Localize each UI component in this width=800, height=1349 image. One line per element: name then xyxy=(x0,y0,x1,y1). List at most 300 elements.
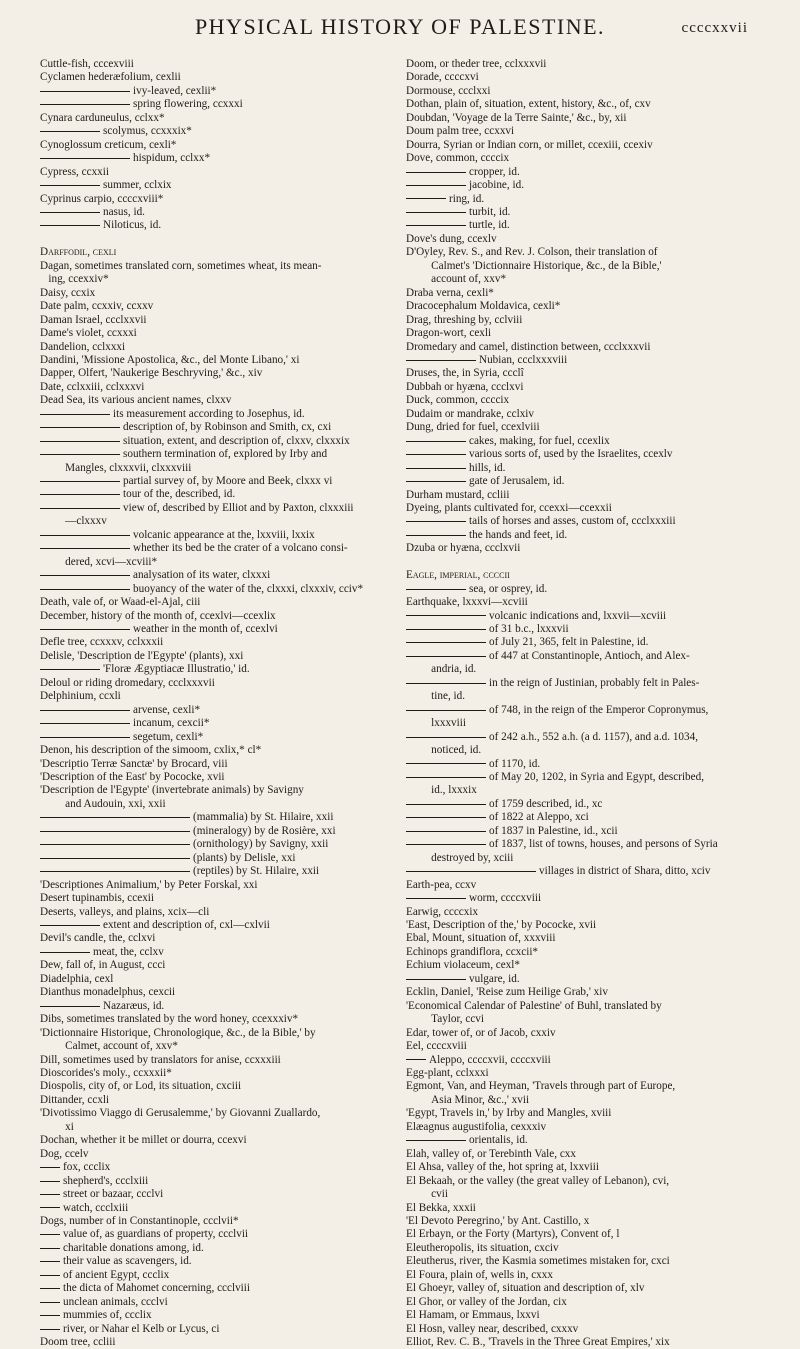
index-entry xyxy=(40,1242,390,1255)
index-entry xyxy=(406,1202,778,1215)
index-entry xyxy=(40,58,390,71)
index-entry-text: Cyprinus carpio, ccccxviii* xyxy=(40,192,164,205)
index-entry-text: summer, cclxix xyxy=(103,179,172,192)
index-entry xyxy=(406,583,778,596)
index-entry-text: buoyancy of the water of the, clxxxi, clxxxiv, cciv* xyxy=(133,582,364,595)
index-entry-text: Earwig, ccccxix xyxy=(406,905,479,918)
index-entry-text: charitable donations among, id. xyxy=(63,1241,204,1254)
index-entry-text: southern termination of, explored by Irby and xyxy=(123,448,328,461)
index-entry xyxy=(40,542,390,555)
index-entry-text: of 1837, list of towns, houses, and persons of Syria xyxy=(489,838,718,851)
index-entry-text: Deloul or riding dromedary, ccclxxxvii xyxy=(40,676,215,689)
repeat-dash xyxy=(40,441,120,442)
index-column-right xyxy=(406,58,778,1349)
index-entry xyxy=(40,583,390,596)
index-entry xyxy=(40,663,390,676)
index-entry xyxy=(40,623,390,636)
index-entry-text: Dragon-wort, cexli xyxy=(406,327,492,340)
repeat-dash xyxy=(40,1302,60,1303)
repeat-dash xyxy=(40,1167,60,1168)
index-entry-text: El Ghor, or valley of the Jordan, cix xyxy=(406,1295,567,1308)
index-entry xyxy=(40,206,390,219)
index-entry-text: worm, ccccxviii xyxy=(469,892,542,905)
repeat-dash xyxy=(406,656,486,657)
index-entry xyxy=(406,112,778,125)
index-entry xyxy=(406,529,778,542)
index-entry xyxy=(406,663,778,676)
index-entry-text: Dorade, ccccxvi xyxy=(406,71,479,84)
index-entry xyxy=(406,206,778,219)
index-entry-text: Dracocephalum Moldavica, cexli* xyxy=(406,300,561,313)
index-entry-text: Echinops grandiflora, ccxcii* xyxy=(406,945,539,958)
index-entry-text: Dandini, 'Missione Apostolica, &c., del Monte Libano,' xi xyxy=(40,353,300,366)
index-entry xyxy=(406,986,778,999)
index-entry xyxy=(40,193,390,206)
index-entry-text: cakes, making, for fuel, ccexlix xyxy=(469,434,610,447)
index-entry-text: and Audouin, xxi, xxii xyxy=(40,797,166,810)
index-entry xyxy=(406,973,778,986)
index-entry-text: Ecklin, Daniel, 'Reise zum Heilige Grab,' xiv xyxy=(406,986,608,999)
repeat-dash xyxy=(406,212,466,213)
index-entry xyxy=(406,435,778,448)
index-entry-text: destroyed by, xciii xyxy=(406,851,514,864)
index-entry-text: vulgare, id. xyxy=(469,972,520,985)
index-entry-text: Cuttle-fish, cccexviii xyxy=(40,58,134,70)
index-entry-text: id., lxxxix xyxy=(406,784,477,797)
index-entry-text: Aleppo, ccccxvii, ccccxviii xyxy=(429,1053,551,1066)
index-entry xyxy=(406,71,778,84)
index-entry-text: El Hamam, or Emmaus, lxxvi xyxy=(406,1309,540,1322)
index-entry xyxy=(40,556,390,569)
index-entry-text: of 31 b.c., lxxxvii xyxy=(489,623,569,636)
index-entry-text: El Ahsa, valley of the, hot spring at, lxxviii xyxy=(406,1161,599,1174)
index-entry-text: Dzuba or hyæna, ccclxvii xyxy=(406,542,521,555)
index-entry xyxy=(406,475,778,488)
index-entry-text: ivy-leaved, cexlii* xyxy=(133,84,217,97)
repeat-dash xyxy=(406,871,536,872)
repeat-dash xyxy=(40,494,120,495)
index-entry-text: Edar, tower of, or of Jacob, cxxiv xyxy=(406,1026,556,1039)
index-spacer xyxy=(40,233,390,246)
repeat-dash xyxy=(40,817,190,818)
index-entry xyxy=(406,1309,778,1322)
index-entry xyxy=(406,610,778,623)
index-entry-text: Defle tree, ccxxxv, cclxxxii xyxy=(40,636,164,649)
repeat-dash xyxy=(40,1207,60,1208)
index-entry-text: of July 21, 365, felt in Palestine, id. xyxy=(489,636,649,649)
index-entry-text: shepherd's, ccclxiii xyxy=(63,1174,149,1187)
index-entry xyxy=(40,1013,390,1026)
index-entry-text: the hands and feet, id. xyxy=(469,528,568,541)
index-entry-text: Dew, fall of, in August, ccci xyxy=(40,959,166,972)
index-entry xyxy=(406,98,778,111)
index-column-left xyxy=(40,58,390,1349)
repeat-dash xyxy=(406,737,486,738)
index-entry xyxy=(40,435,390,448)
page-header xyxy=(0,4,800,48)
index-entry-text: turbit, id. xyxy=(469,205,511,218)
index-entry-text: El Hosn, valley near, described, cxxxv xyxy=(406,1322,579,1335)
index-entry-text: Darffodil, cexli xyxy=(40,246,117,259)
repeat-dash xyxy=(40,1288,60,1289)
index-entry xyxy=(40,677,390,690)
index-entry xyxy=(40,475,390,488)
index-entry xyxy=(40,825,390,838)
repeat-dash xyxy=(40,1315,60,1316)
repeat-dash xyxy=(40,1181,60,1182)
index-entry xyxy=(406,1080,778,1093)
index-entry xyxy=(40,152,390,165)
index-entry-text: Dittander, ccxli xyxy=(40,1093,110,1106)
index-entry xyxy=(406,1323,778,1336)
index-entry-text: whether its bed be the crater of a volcano consi- xyxy=(133,542,348,555)
index-entry xyxy=(406,125,778,138)
index-entry-text: incanum, cexcii* xyxy=(133,717,210,730)
index-entry xyxy=(406,179,778,192)
index-entry-text: arvense, cexli* xyxy=(133,703,201,716)
index-entry xyxy=(40,986,390,999)
index-entry-text: scolymus, ccxxxix* xyxy=(103,125,192,138)
index-entry-text: of ancient Egypt, ccclix xyxy=(63,1268,170,1281)
repeat-dash xyxy=(40,925,100,926)
index-entry xyxy=(406,246,778,259)
index-entry xyxy=(40,1080,390,1093)
index-entry-text: Dothan, plain of, situation, extent, history, &c., of, cxv xyxy=(406,98,651,111)
index-entry-text: Niloticus, id. xyxy=(103,219,162,232)
index-entry-text: view of, described by Elliot and by Paxton, clxxxiii xyxy=(123,501,354,514)
index-entry-text: spring flowering, ccxxxi xyxy=(133,98,243,111)
index-entry xyxy=(406,314,778,327)
repeat-dash xyxy=(406,615,486,616)
index-entry xyxy=(406,677,778,690)
index-entry xyxy=(406,1228,778,1241)
index-entry xyxy=(40,1296,390,1309)
index-entry xyxy=(406,273,778,286)
index-entry-text: Echium violaceum, cexl* xyxy=(406,959,521,972)
index-entry xyxy=(406,771,778,784)
index-entry xyxy=(406,1054,778,1067)
index-entry xyxy=(406,798,778,811)
repeat-dash xyxy=(406,1140,466,1141)
repeat-dash xyxy=(40,844,190,845)
index-entry xyxy=(40,1054,390,1067)
index-entry-text: —clxxxv xyxy=(40,515,107,528)
index-entry-text: watch, ccclxiii xyxy=(63,1201,129,1214)
index-entry xyxy=(406,811,778,824)
index-entry xyxy=(40,731,390,744)
index-entry-text: Delisle, 'Description de l'Egypte' (plants), xxi xyxy=(40,649,244,662)
index-entry xyxy=(406,865,778,878)
index-entry-text: volcanic appearance at the, lxxviii, lxxix xyxy=(133,528,315,541)
index-entry-text: El Bekka, xxxii xyxy=(406,1201,476,1214)
index-entry xyxy=(40,1040,390,1053)
index-entry-text: (plants) by Delisle, xxi xyxy=(193,851,296,864)
index-entry-text: 'El Devoto Peregrino,' by Ant. Castillo, x xyxy=(406,1214,590,1227)
index-entry xyxy=(406,717,778,730)
index-entry-text: unclean animals, ccclvi xyxy=(63,1295,168,1308)
index-entry-text: Asia Minor, &c.,' xvii xyxy=(406,1093,530,1106)
index-entry xyxy=(40,394,390,407)
index-entry xyxy=(40,1107,390,1120)
repeat-dash xyxy=(406,683,486,684)
index-entry xyxy=(406,193,778,206)
repeat-dash xyxy=(40,1275,60,1276)
index-entry xyxy=(406,1148,778,1161)
index-entry-text: hills, id. xyxy=(469,461,506,474)
index-entry-text: December, history of the month of, ccexlvi—ccexlix xyxy=(40,609,276,622)
index-entry-text: Doum palm tree, ccxxvi xyxy=(406,125,515,138)
index-entry-text: Dove's dung, ccexlv xyxy=(406,232,497,245)
repeat-dash xyxy=(406,642,486,643)
index-entry xyxy=(406,758,778,771)
index-entry xyxy=(40,1094,390,1107)
index-entry-text: Date, cclxxiii, cclxxxvi xyxy=(40,380,145,393)
index-entry-text: Dianthus monadelphus, cexcii xyxy=(40,986,176,999)
index-entry xyxy=(406,166,778,179)
repeat-dash xyxy=(40,481,120,482)
index-entry xyxy=(406,932,778,945)
repeat-dash xyxy=(40,575,130,576)
repeat-dash xyxy=(406,225,466,226)
index-entry xyxy=(406,919,778,932)
index-entry-text: nasus, id. xyxy=(103,205,145,218)
index-entry xyxy=(406,1000,778,1013)
index-entry xyxy=(40,1309,390,1322)
repeat-dash xyxy=(40,831,190,832)
index-entry xyxy=(40,515,390,528)
repeat-dash xyxy=(406,817,486,818)
index-entry-text: Duck, common, ccccix xyxy=(406,394,510,407)
index-entry xyxy=(406,596,778,609)
index-entry-text: Drag, threshing by, cclviii xyxy=(406,313,523,326)
repeat-dash xyxy=(40,871,190,872)
index-entry xyxy=(406,327,778,340)
index-entry-text: of May 20, 1202, in Syria and Egypt, described, xyxy=(489,771,705,783)
index-entry xyxy=(40,973,390,986)
index-entry-text: of 242 a.h., 552 a.h. (a d. 1157), and a.d. 1034, xyxy=(489,730,698,743)
index-entry xyxy=(40,1067,390,1080)
index-entry-text: of 748, in the reign of the Emperor Copronymus, xyxy=(489,703,709,716)
index-entry xyxy=(406,1175,778,1188)
index-entry-text: Dochan, whether it be millet or dourra, ccexvi xyxy=(40,1134,247,1147)
index-entry-text: Date palm, ccxxiv, ccxxv xyxy=(40,300,154,313)
index-entry-text: Cynara carduneulus, cclxx* xyxy=(40,111,165,124)
repeat-dash xyxy=(40,1234,60,1235)
index-entry xyxy=(406,690,778,703)
index-entry xyxy=(40,179,390,192)
index-entry-text: xi xyxy=(40,1120,74,1133)
index-entry-text: Daisy, ccxix xyxy=(40,286,96,299)
index-entry xyxy=(40,784,390,797)
index-entry-text: Taylor, ccvi xyxy=(406,1013,484,1026)
index-entry-text: extent and description of, cxl—cxlvii xyxy=(103,918,270,931)
repeat-dash xyxy=(40,104,130,105)
repeat-dash xyxy=(40,952,90,953)
index-entry xyxy=(406,1269,778,1282)
repeat-dash xyxy=(406,804,486,805)
index-entry-text: 'East, Description of the,' by Pococke, xvii xyxy=(406,918,597,931)
repeat-dash xyxy=(406,172,466,173)
index-entry-text: Deserts, valleys, and plains, xcix—cli xyxy=(40,905,210,918)
index-entry-text: ing, ccexxiv* xyxy=(40,273,109,286)
index-entry xyxy=(40,704,390,717)
index-entry xyxy=(406,85,778,98)
index-entry-text: Egg-plant, cclxxxi xyxy=(406,1066,489,1079)
index-entry xyxy=(40,758,390,771)
index-entry xyxy=(40,112,390,125)
index-entry-text: Earth-pea, ccxv xyxy=(406,878,477,891)
index-entry-text: Cynoglossum creticum, cexli* xyxy=(40,138,177,151)
index-entry xyxy=(40,246,390,259)
repeat-dash xyxy=(40,535,130,536)
repeat-dash xyxy=(40,737,130,738)
repeat-dash xyxy=(40,225,100,226)
index-entry xyxy=(40,596,390,609)
index-entry xyxy=(406,300,778,313)
index-entry-text: Elliot, Rev. C. B., 'Travels in the Three Great Empires,' xix xyxy=(406,1336,670,1349)
index-entry xyxy=(406,219,778,232)
index-entry-text: tine, id. xyxy=(406,690,466,703)
index-entry-text: tails of horses and asses, custom of, ccclxxxiii xyxy=(469,515,676,528)
index-entry xyxy=(406,731,778,744)
index-entry-text: Dove, common, ccccix xyxy=(406,152,510,165)
index-entry xyxy=(406,502,778,515)
index-entry-text: Eel, ccccxviii xyxy=(406,1040,467,1053)
index-entry-text: Dubbah or hyæna, ccclxvi xyxy=(406,380,524,393)
repeat-dash xyxy=(40,589,130,590)
index-entry xyxy=(406,260,778,273)
index-entry-text: jacobine, id. xyxy=(469,179,524,192)
index-entry xyxy=(40,1027,390,1040)
index-entry xyxy=(406,139,778,152)
index-entry-text: description of, by Robinson and Smith, cx, cxi xyxy=(123,421,332,434)
index-entry-text: 'Description de l'Egypte' (invertebrate animals) by Savigny xyxy=(40,784,304,797)
repeat-dash xyxy=(406,710,486,711)
index-spacer xyxy=(406,556,778,569)
repeat-dash xyxy=(40,212,100,213)
index-entry-text: Dog, ccelv xyxy=(40,1147,89,1160)
index-entry-text: analysation of its water, clxxxi xyxy=(133,569,271,582)
index-entry-text: Calmet, account of, xxv* xyxy=(40,1040,178,1053)
index-entry-text: Dromedary and camel, distinction between, ccclxxxvii xyxy=(406,340,651,353)
repeat-dash xyxy=(406,468,466,469)
index-entry-text: Elæagnus augustifolia, cexxxiv xyxy=(406,1120,547,1133)
index-entry-text: Death, vale of, or Waad-el-Ajal, ciii xyxy=(40,596,201,609)
repeat-dash xyxy=(406,360,476,361)
repeat-dash xyxy=(40,91,130,92)
repeat-dash xyxy=(40,710,130,711)
repeat-dash xyxy=(406,589,466,590)
repeat-dash xyxy=(406,535,466,536)
index-entry xyxy=(40,219,390,232)
index-entry-text: its measurement according to Josephus, id. xyxy=(113,407,305,420)
index-entry xyxy=(40,610,390,623)
index-entry xyxy=(406,650,778,663)
index-entry-text: Draba verna, cexli* xyxy=(406,286,494,299)
index-entry-text: El Ghoeyr, valley of, situation and description of, xlv xyxy=(406,1282,645,1295)
index-entry xyxy=(406,367,778,380)
index-entry-text: value of, as guardians of property, ccclvii xyxy=(63,1228,249,1241)
index-entry xyxy=(406,892,778,905)
index-entry xyxy=(406,1188,778,1201)
index-entry xyxy=(40,85,390,98)
index-entry xyxy=(406,569,778,582)
index-entry xyxy=(406,959,778,972)
index-entry-text: (mineralogy) by de Rosière, xxi xyxy=(193,824,336,837)
index-entry-text: Dung, dried for fuel, ccexlviii xyxy=(406,421,540,434)
repeat-dash xyxy=(40,548,130,549)
index-entry-text: Dagan, sometimes translated corn, sometimes wheat, its mean- xyxy=(40,259,322,272)
index-entry xyxy=(40,381,390,394)
index-entry-text: Calmet's 'Dictionnaire Historique, &c., de la Bible,' xyxy=(406,259,662,272)
index-entry-text: (mammalia) by St. Hilaire, xxii xyxy=(193,811,334,824)
repeat-dash xyxy=(406,521,466,522)
index-entry-text: Dioscorides's moly., ccxxxii* xyxy=(40,1066,172,1079)
index-entry-text: account of, xxv* xyxy=(406,273,507,286)
repeat-dash xyxy=(40,158,130,159)
index-entry-text: fox, ccclix xyxy=(63,1161,111,1174)
index-entry-text: Dill, sometimes used by translators for anise, ccxxxiii xyxy=(40,1053,281,1066)
index-entry xyxy=(406,784,778,797)
index-entry xyxy=(40,488,390,501)
index-entry-text: of 1822 at Aleppo, xci xyxy=(489,811,589,824)
index-entry-text: (ornithology) by Savigny, xxii xyxy=(193,838,329,851)
index-entry xyxy=(40,906,390,919)
index-entry-text: 'Description of the East' by Pococke, xvii xyxy=(40,771,225,783)
index-entry-text: Dyeing, plants cultivated for, ccexxi—ccexxii xyxy=(406,501,612,514)
repeat-dash xyxy=(406,763,486,764)
repeat-dash xyxy=(406,629,486,630)
index-entry xyxy=(40,529,390,542)
index-entry-text: in the reign of Justinian, probably felt in Pales- xyxy=(489,676,700,689)
index-entry-text: hispidum, cclxx* xyxy=(133,152,211,165)
index-entry xyxy=(406,1134,778,1147)
index-entry xyxy=(406,623,778,636)
index-entry xyxy=(406,381,778,394)
index-entry-text: meat, the, cclxv xyxy=(93,945,164,958)
index-entry-text: D'Oyley, Rev. S., and Rev. J. Colson, their translation of xyxy=(406,246,658,259)
index-entry xyxy=(40,1202,390,1215)
index-entry xyxy=(406,906,778,919)
index-entry-text: of 1759 described, id., xc xyxy=(489,797,603,810)
index-entry xyxy=(406,58,778,71)
repeat-dash xyxy=(406,777,486,778)
repeat-dash xyxy=(406,454,466,455)
index-entry xyxy=(40,327,390,340)
index-entry xyxy=(406,1067,778,1080)
repeat-dash xyxy=(40,508,120,509)
repeat-dash xyxy=(40,185,100,186)
index-entry-text: Denon, his description of the simoom, cxlix,* cl* xyxy=(40,744,262,757)
index-entry-text: 'Descriptio Terræ Sanctæ' by Brocard, viii xyxy=(40,757,228,770)
index-entry xyxy=(406,489,778,502)
repeat-dash xyxy=(406,831,486,832)
index-entry xyxy=(40,166,390,179)
index-entry xyxy=(406,354,778,367)
index-entry xyxy=(40,1215,390,1228)
index-entry-text: the dicta of Mahomet concerning, ccclviii xyxy=(63,1282,251,1295)
repeat-dash xyxy=(40,1261,60,1262)
index-entry xyxy=(406,879,778,892)
index-entry xyxy=(406,448,778,461)
repeat-dash xyxy=(40,454,120,455)
index-entry xyxy=(40,287,390,300)
repeat-dash xyxy=(40,629,130,630)
index-entry xyxy=(406,1296,778,1309)
index-entry-text: andria, id. xyxy=(406,663,477,676)
index-entry xyxy=(40,1134,390,1147)
index-entry-text: of 1837 in Palestine, id., xcii xyxy=(489,824,618,837)
